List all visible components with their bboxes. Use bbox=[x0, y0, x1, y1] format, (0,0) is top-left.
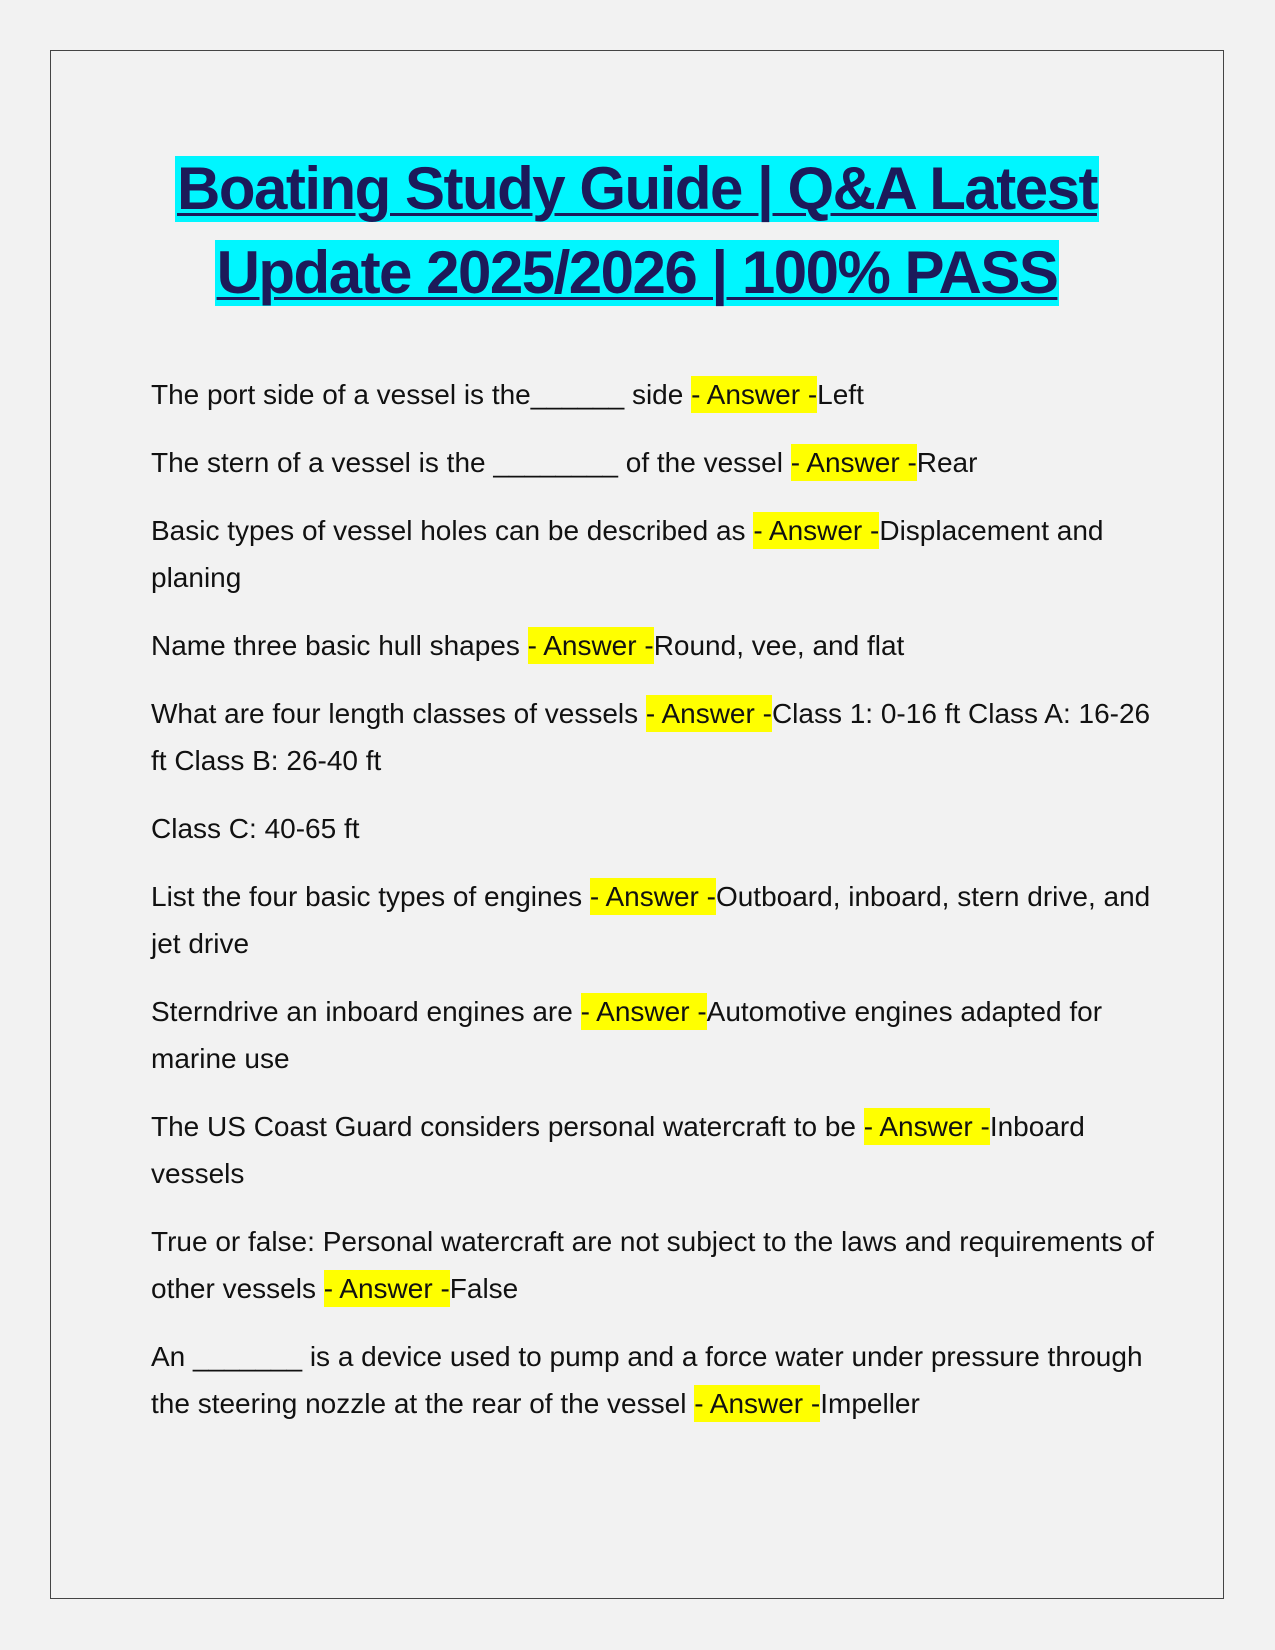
answer-text: Left bbox=[817, 379, 864, 410]
answer-text: Round, vee, and flat bbox=[653, 630, 905, 661]
question-text: Name three basic hull shapes bbox=[151, 630, 528, 661]
question-text: The stern of a vessel is the ________ of the vessel bbox=[151, 447, 791, 478]
answer-tag: - Answer - bbox=[694, 1385, 820, 1422]
question-text: The US Coast Guard considers personal watercraft to be bbox=[151, 1111, 864, 1142]
title-line-1: Boating Study Guide | Q&A Latest bbox=[177, 155, 1097, 222]
qa-item bbox=[151, 1218, 1161, 1312]
answer-text: Class 1: 0-16 ft Class A: 16-26 ft Class B: 26-40 ft bbox=[151, 698, 1151, 776]
qa-item bbox=[151, 690, 1161, 784]
qa-item bbox=[151, 371, 1161, 418]
qa-item bbox=[151, 507, 1161, 601]
qa-item bbox=[151, 439, 1161, 486]
question-text: Sterndrive an inboard engines are bbox=[151, 996, 581, 1027]
answer-tag: - Answer - bbox=[324, 1270, 450, 1307]
qa-item bbox=[151, 1103, 1161, 1197]
question-text: List the four basic types of engines bbox=[151, 881, 590, 912]
question-text: An _______ is a device used to pump and a force water under pressure through the steering nozzle at the rear of the vessel bbox=[151, 1341, 1143, 1419]
qa-item-continuation bbox=[151, 805, 1161, 852]
answer-tag: - Answer - bbox=[864, 1108, 990, 1145]
question-text: What are four length classes of vessels bbox=[151, 698, 646, 729]
qa-item bbox=[151, 988, 1161, 1082]
question-text: True or false: Personal watercraft are not subject to the laws and requirements of other vessels bbox=[151, 1226, 1154, 1304]
qa-list bbox=[151, 371, 1161, 1448]
qa-item bbox=[151, 1333, 1161, 1427]
answer-text: Impeller bbox=[820, 1388, 920, 1419]
question-text: Basic types of vessel holes can be described as bbox=[151, 515, 754, 546]
answer-text: Class C: 40-65 ft bbox=[151, 813, 360, 844]
answer-tag: - Answer - bbox=[528, 627, 654, 664]
page-frame bbox=[50, 50, 1224, 1599]
answer-tag: - Answer - bbox=[791, 444, 917, 481]
answer-text: Outboard, inboard, stern drive, and jet drive bbox=[151, 881, 1151, 959]
qa-item bbox=[151, 873, 1161, 967]
qa-item bbox=[151, 622, 1161, 669]
answer-tag: - Answer - bbox=[753, 512, 879, 549]
answer-tag: - Answer - bbox=[691, 376, 817, 413]
answer-text: Displacement and planing bbox=[151, 515, 1104, 593]
answer-text: False bbox=[449, 1273, 519, 1304]
answer-tag: - Answer - bbox=[590, 878, 716, 915]
answer-tag: - Answer - bbox=[646, 695, 772, 732]
answer-text: Rear bbox=[916, 447, 978, 478]
answer-text: Automotive engines adapted for marine use bbox=[151, 996, 1103, 1074]
document-title bbox=[51, 147, 1223, 315]
title-line-2: Update 2025/2026 | 100% PASS bbox=[216, 239, 1058, 306]
answer-tag: - Answer - bbox=[581, 993, 707, 1030]
question-text: The port side of a vessel is the______ side bbox=[151, 379, 692, 410]
answer-text: Inboard vessels bbox=[151, 1111, 1085, 1189]
